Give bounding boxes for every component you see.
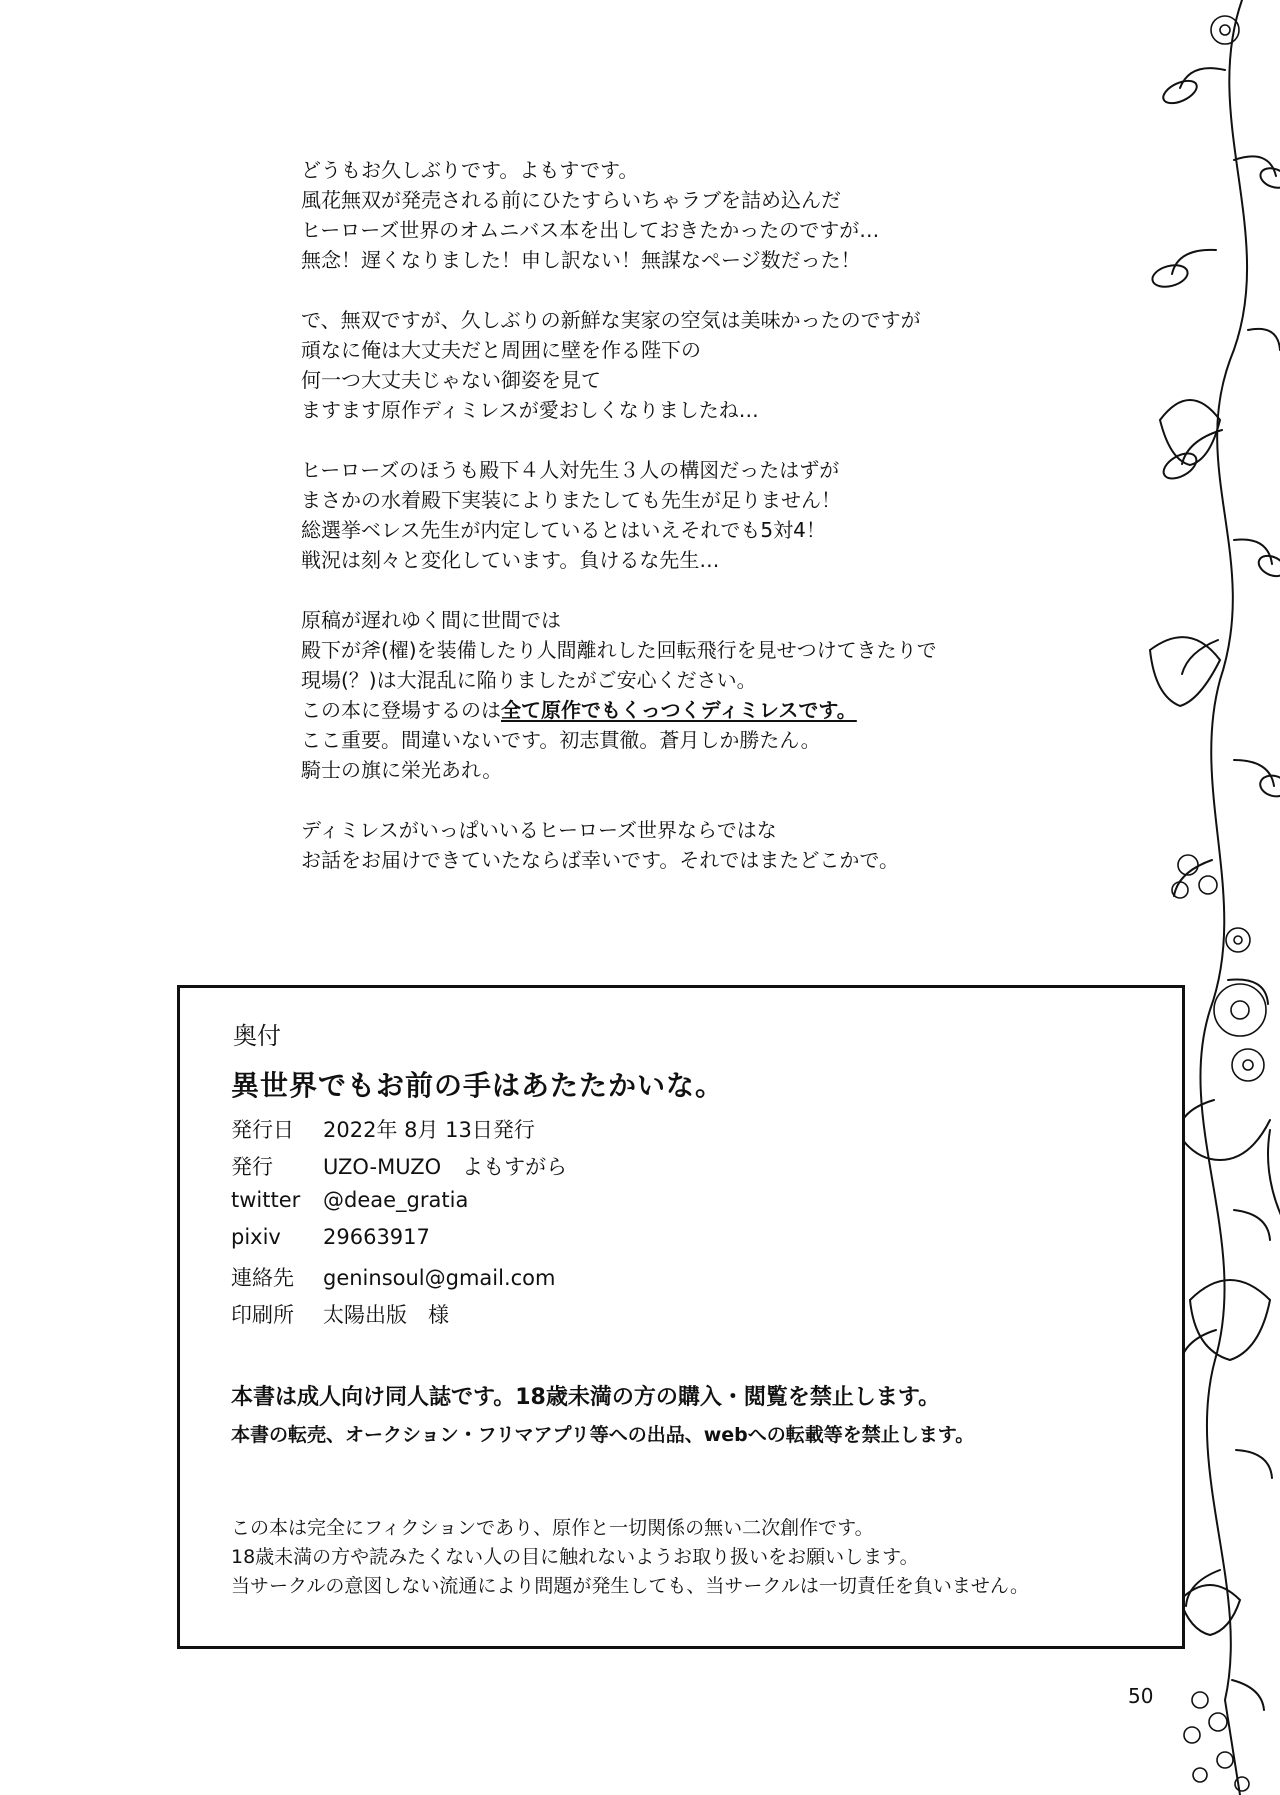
afterword-line: で、無双ですが、久しぶりの新鮮な実家の空気は美味かったのですが <box>301 308 921 332</box>
disclaimer-line: 18歳未満の方や読みたくない人の目に触れないようお取り扱いをお願いします。 <box>231 1546 919 1568</box>
row-value: UZO-MUZO よもすがら <box>323 1155 568 1179</box>
row-value: 太陽出版 様 <box>323 1303 449 1327</box>
colophon-row-pixiv <box>231 1225 567 1262</box>
afterword-line: ここ重要。間違いないです。初志貫徹。蒼月しか勝たん。 <box>301 728 821 752</box>
afterword-line: 風花無双が発売される前にひたすらいちゃラブを詰め込んだ <box>301 188 841 212</box>
disclaimer-line: この本は完全にフィクションであり、原作と一切関係の無い二次創作です。 <box>231 1517 874 1539</box>
afterword-line: 戦況は刻々と変化しています。負けるな先生… <box>301 548 720 572</box>
afterword-line: 何一つ大丈夫じゃない御姿を見て <box>301 368 601 392</box>
row-value: geninsoul@gmail.com <box>323 1266 556 1290</box>
row-value: 29663917 <box>323 1225 430 1249</box>
emphasized-statement: 全て原作でもくっつくディミレスです。 <box>501 698 857 722</box>
afterword-line: 騎士の旗に栄光あれ。 <box>301 758 503 782</box>
row-label: 印刷所 <box>231 1303 294 1327</box>
afterword-line: 総選挙ベレス先生が内定しているとはいえそれでも5対4！ <box>301 518 826 542</box>
colophon-row-contact <box>231 1262 567 1299</box>
afterword-line: お話をお届けできていたならば幸いです。それではまたどこかで。 <box>301 848 899 872</box>
page-number: 50 <box>1128 1684 1154 1708</box>
afterword-line: どうもお久しぶりです。よもすです。 <box>301 158 639 182</box>
row-label: pixiv <box>231 1225 281 1249</box>
disclaimer-line: 当サークルの意図しない流通により問題が発生しても、当サークルは一切責任を負いません。 <box>231 1575 1030 1597</box>
afterword-line: 無念！遅くなりました！申し訳ない！無謀なページ数だった！ <box>301 248 861 272</box>
afterword-paragraph <box>301 155 1061 275</box>
afterword <box>301 155 1061 905</box>
book-title: 異世界でもお前の手はあたたかいな。 <box>231 1069 725 1102</box>
afterword-paragraph <box>301 815 1061 875</box>
colophon-row-twitter <box>231 1188 567 1225</box>
afterword-paragraph <box>301 455 1061 575</box>
colophon-row-publish-date <box>231 1114 567 1151</box>
row-label: 発行 <box>231 1155 273 1179</box>
row-value: @deae_gratia <box>323 1188 469 1212</box>
afterword-line: ヒーローズ世界のオムニバス本を出しておきたかったのですが… <box>301 218 880 242</box>
adult-content-warning: 本書は成人向け同人誌です。18歳未満の方の購入・閲覧を禁止します。 <box>231 1385 941 1410</box>
afterword-paragraph <box>301 605 1061 785</box>
afterword-line: ますます原作ディミレスが愛おしくなりましたね… <box>301 398 759 422</box>
afterword-paragraph <box>301 305 1061 425</box>
resale-prohibition-notice: 本書の転売、オークション・フリマアプリ等への出品、webへの転載等を禁止します。 <box>231 1424 975 1446</box>
afterword-line: 原稿が遅れゆく間に世間では <box>301 608 561 632</box>
colophon-info-list <box>231 1114 567 1336</box>
afterword-line: 現場(？)は大混乱に陥りましたがご安心ください。 <box>301 668 757 692</box>
row-label: twitter <box>231 1188 301 1212</box>
afterword-line: ディミレスがいっぱいいるヒーローズ世界ならではな <box>301 818 777 842</box>
row-label: 発行日 <box>231 1118 294 1142</box>
afterword-line: 殿下が斧(櫂)を装備したり人間離れした回転飛行を見せつけてきたりで <box>301 638 937 662</box>
fiction-disclaimer <box>231 1514 1029 1601</box>
afterword-text: この本に登場するのは <box>301 698 501 722</box>
colophon-heading: 奥付 <box>233 1022 281 1050</box>
colophon-row-publisher <box>231 1151 567 1188</box>
colophon-row-printer <box>231 1299 567 1336</box>
afterword-line: 頑なに俺は大丈夫だと周囲に壁を作る陛下の <box>301 338 701 362</box>
afterword-line <box>301 695 1061 725</box>
afterword-line: まさかの水着殿下実装によりまたしても先生が足りません！ <box>301 488 841 512</box>
row-value: 2022年 8月 13日発行 <box>323 1118 535 1142</box>
afterword-line: ヒーローズのほうも殿下４人対先生３人の構図だったはずが <box>301 458 840 482</box>
colophon-box <box>177 985 1185 1649</box>
row-label: 連絡先 <box>231 1266 294 1290</box>
